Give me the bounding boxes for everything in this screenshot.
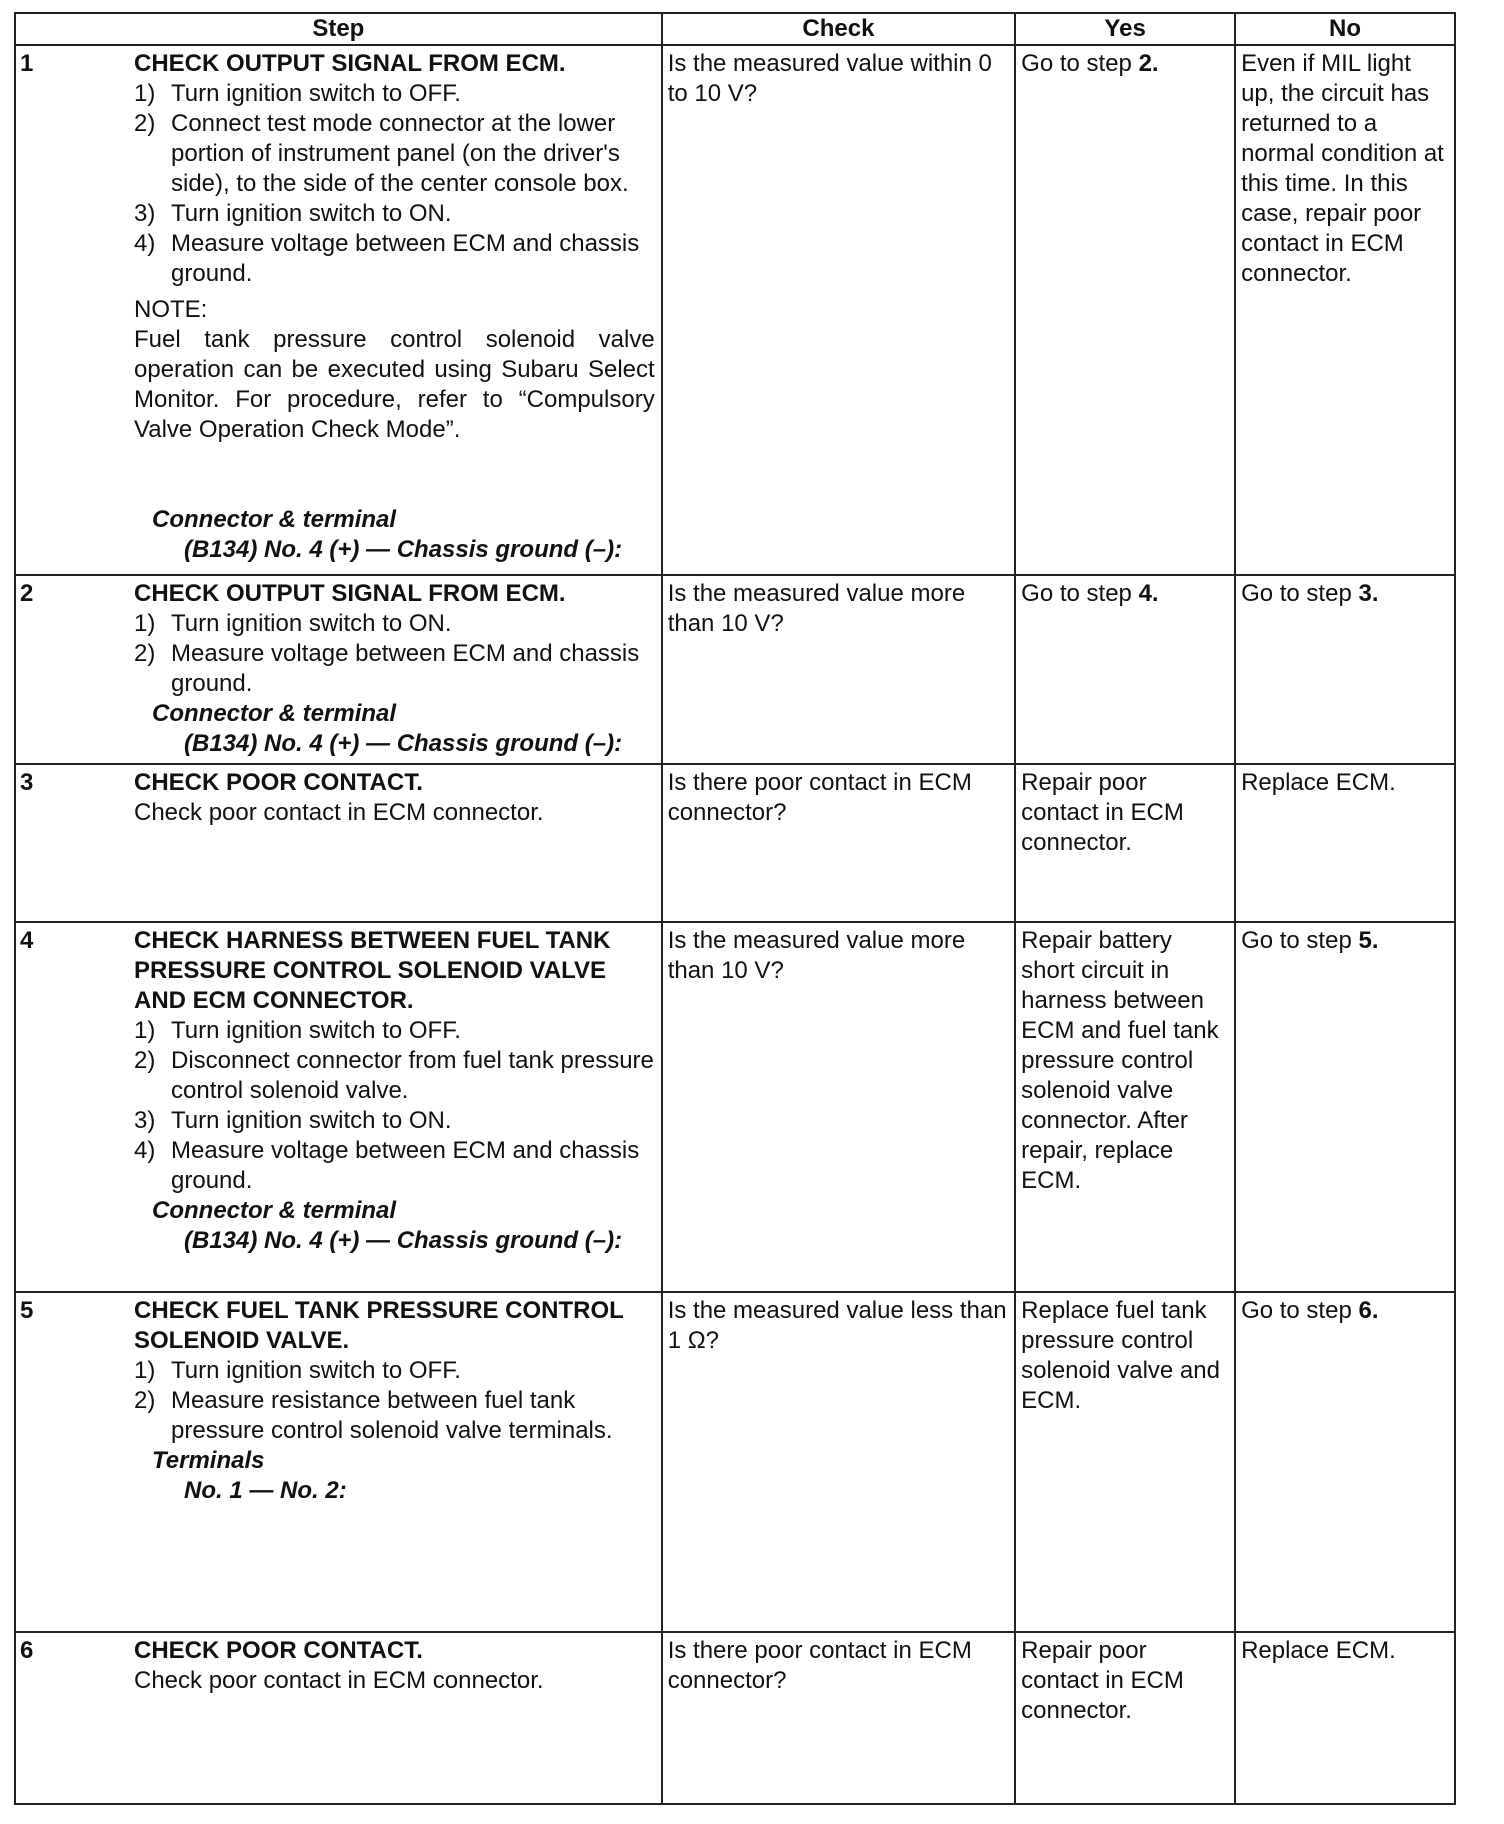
no-cell: Replace ECM. [1235,764,1455,922]
connector-label: Connector & terminal [152,506,397,533]
substep-list [134,79,655,289]
header-row [15,13,1455,45]
note-label: NOTE: [134,296,208,323]
table-row [15,1632,1455,1804]
step-title: CHECK OUTPUT SIGNAL FROM ECM. [134,580,566,607]
substep-list [134,1356,655,1446]
check-cell: Is the measured value less than 1 Ω? [662,1292,1015,1632]
yes-cell: Go to step 4. [1015,575,1235,764]
table-row [15,922,1455,1292]
no-cell: Replace ECM. [1235,1632,1455,1804]
step-body: Check poor contact in ECM connector. [134,1667,544,1694]
no-cell: Go to step 6. [1235,1292,1455,1632]
step-title: CHECK HARNESS BETWEEN FUEL TANK PRESSURE CONTROL SOLENOID VALVE AND ECM CONNECTOR. [134,927,611,1014]
table-row [15,764,1455,922]
substep: 2) Disconnect connector from fuel tank pressure control solenoid valve. [134,1047,654,1104]
connector-label: Connector & terminal [152,1197,397,1224]
step-number: 2 [20,580,34,607]
yes-cell: Go to step 2. [1015,45,1235,575]
step-cell [15,1632,662,1804]
header-yes: Yes [1015,13,1235,45]
substep: 2) Measure resistance between fuel tank pressure control solenoid valve terminals. [134,1387,613,1444]
step-title: CHECK OUTPUT SIGNAL FROM ECM. [134,50,566,77]
step-number: 6 [20,1637,34,1664]
step-body: Check poor contact in ECM connector. [134,799,544,826]
no-cell: Go to step 3. [1235,575,1455,764]
step-cell [15,764,662,922]
connector-label: Connector & terminal [152,700,397,727]
substep: 1) Turn ignition switch to ON. [134,610,452,637]
substep: 4) Measure voltage between ECM and chassis ground. [134,1137,640,1194]
substep: 2) Measure voltage between ECM and chassis ground. [134,640,640,697]
step-cell [15,575,662,764]
step-number: 4 [20,927,34,954]
substep: 1) Turn ignition switch to OFF. [134,1017,461,1044]
connector-value: (B134) No. 4 (+) — Chassis ground (–): [184,730,623,757]
no-cell: Go to step 5. [1235,922,1455,1292]
check-cell: Is the measured value more than 10 V? [662,575,1015,764]
terminals-value: No. 1 — No. 2: [184,1477,347,1504]
substep: 1) Turn ignition switch to OFF. [134,80,461,107]
check-cell: Is the measured value within 0 to 10 V? [662,45,1015,575]
connector-value: (B134) No. 4 (+) — Chassis ground (–): [184,536,623,563]
substep: 2) Connect test mode connector at the lower portion of instrument panel (on the driver's side), to the side of the center console box. [134,110,629,197]
no-cell: Even if MIL light up, the circuit has returned to a normal condition at this time. In this case, repair poor contact in ECM connector. [1235,45,1455,575]
step-title: CHECK FUEL TANK PRESSURE CONTROL SOLENOID VALVE. [134,1297,624,1354]
check-cell: Is there poor contact in ECM connector? [662,764,1015,922]
table-row [15,575,1455,764]
step-title: CHECK POOR CONTACT. [134,769,423,796]
substep: 4) Measure voltage between ECM and chassis ground. [134,230,640,287]
terminals-label: Terminals [152,1447,265,1474]
header-no: No [1235,13,1455,45]
table-row [15,1292,1455,1632]
step-number: 5 [20,1297,34,1324]
step-cell [15,45,662,575]
check-cell: Is the measured value more than 10 V? [662,922,1015,1292]
yes-cell: Repair poor contact in ECM connector. [1015,1632,1235,1804]
substep: 3) Turn ignition switch to ON. [134,200,452,227]
substep-list [134,609,655,699]
substep: 3) Turn ignition switch to ON. [134,1107,452,1134]
step-number: 3 [20,769,34,796]
step-title: CHECK POOR CONTACT. [134,1637,423,1664]
step-cell [15,1292,662,1632]
yes-cell: Repair poor contact in ECM connector. [1015,764,1235,922]
yes-cell: Replace fuel tank pressure control solenoid valve and ECM. [1015,1292,1235,1632]
connector-value: (B134) No. 4 (+) — Chassis ground (–): [184,1227,623,1254]
table-row [15,45,1455,575]
header-step: Step [15,13,662,45]
substep: 1) Turn ignition switch to OFF. [134,1357,461,1384]
step-number: 1 [20,50,34,77]
substep-list [134,1016,655,1196]
diagnostic-table [14,12,1456,1805]
yes-cell: Repair battery short circuit in harness between ECM and fuel tank pressure control solenoid valve connector. After repair, replace ECM. [1015,922,1235,1292]
check-cell: Is there poor contact in ECM connector? [662,1632,1015,1804]
header-check: Check [662,13,1015,45]
step-cell [15,922,662,1292]
note-text: Fuel tank pressure control solenoid valve operation can be executed using Subaru Select Monitor. For procedure, refer to “Compulsory Valve Operation Check Mode”. [134,326,655,443]
